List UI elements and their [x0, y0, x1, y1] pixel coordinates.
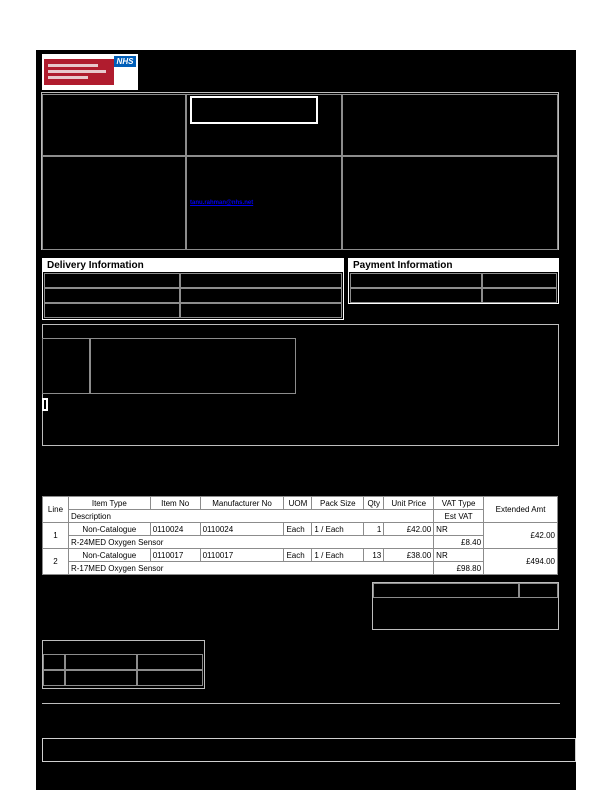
footer-box	[42, 738, 576, 762]
extended-amt: £494.00	[484, 549, 558, 575]
col-est-vat-header: Est VAT	[434, 510, 484, 523]
order-number-field	[190, 96, 318, 124]
item-description: R-17MED Oxygen Sensor	[68, 562, 433, 575]
col-unit-price-header: Unit Price	[384, 497, 434, 510]
manufacturer-no: 0110017	[200, 549, 284, 562]
qty: 13	[364, 549, 384, 562]
unit-price: £38.00	[384, 549, 434, 562]
vat-type: NR	[434, 523, 484, 536]
item-no: 0110024	[150, 523, 200, 536]
extended-amt: £42.00	[484, 523, 558, 549]
est-vat: £8.40	[434, 536, 484, 549]
item-type: Non-Catalogue	[68, 549, 150, 562]
col-vat-type-header: VAT Type	[434, 497, 484, 510]
item-type: Non-Catalogue	[68, 523, 150, 536]
table-row-description	[43, 536, 558, 549]
table-row	[43, 523, 558, 536]
table-header-row	[43, 497, 558, 510]
delivery-title: Delivery Information	[43, 259, 343, 272]
uom: Each	[284, 549, 312, 562]
col-manufacturer-no-header: Manufacturer No	[200, 497, 284, 510]
address-cell	[42, 156, 186, 250]
col-qty-header: Qty	[364, 497, 384, 510]
item-description: R-24MED Oxygen Sensor	[68, 536, 433, 549]
order-lines-table	[42, 496, 558, 575]
notes-checkbox[interactable]	[42, 398, 48, 411]
col-line-header: Line	[43, 497, 69, 523]
supplier-cell	[42, 94, 186, 156]
invoice-cell	[342, 156, 558, 250]
notes-text-cell	[90, 338, 296, 394]
col-description-header: Description	[68, 510, 433, 523]
line-number: 1	[43, 523, 69, 549]
uom: Each	[284, 523, 312, 536]
item-no: 0110017	[150, 549, 200, 562]
notes-label-cell	[42, 338, 90, 394]
vat-type: NR	[434, 549, 484, 562]
col-uom-header: UOM	[284, 497, 312, 510]
unit-price: £42.00	[384, 523, 434, 536]
nhs-badge: NHS	[114, 56, 136, 67]
col-item-type-header: Item Type	[68, 497, 150, 510]
payment-title: Payment Information	[349, 259, 558, 272]
contact-email-link[interactable]: tanu.rahman@nhs.net	[190, 200, 254, 206]
order-details-cell	[342, 94, 558, 156]
table-row-description	[43, 562, 558, 575]
table-subheader-row	[43, 510, 558, 523]
col-item-no-header: Item No	[150, 497, 200, 510]
col-pack-size-header: Pack Size	[312, 497, 364, 510]
table-row	[43, 549, 558, 562]
line-number: 2	[43, 549, 69, 575]
pack-size: 1 / Each	[312, 549, 364, 562]
pack-size: 1 / Each	[312, 523, 364, 536]
est-vat: £98.80	[434, 562, 484, 575]
col-extended-amt-header: Extended Amt	[484, 497, 558, 523]
footer-divider	[42, 703, 560, 704]
qty: 1	[364, 523, 384, 536]
trust-logo	[42, 54, 138, 90]
manufacturer-no: 0110024	[200, 523, 284, 536]
